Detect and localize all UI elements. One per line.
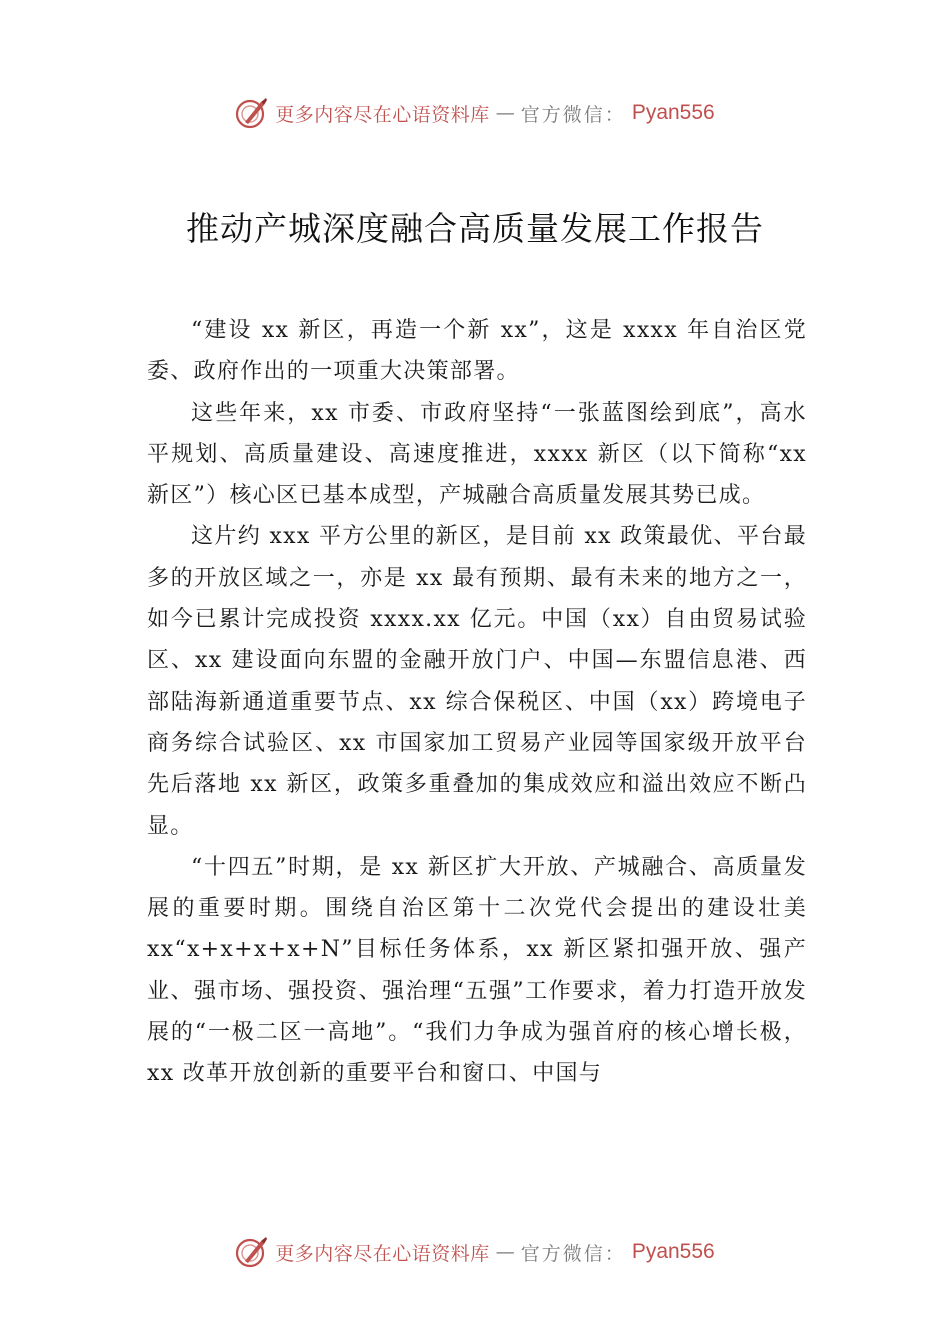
watermark-wechat-label: 官方微信： xyxy=(520,1242,626,1265)
quill-pen-logo-icon xyxy=(235,1235,269,1269)
watermark-separator: — xyxy=(495,102,515,124)
quill-pen-logo-icon xyxy=(235,96,269,130)
document-body xyxy=(147,310,807,1095)
watermark-wechat-id: Pyan556 xyxy=(631,101,715,124)
watermark-site-text: 更多内容尽在心语资料库 xyxy=(275,103,490,126)
watermark-wechat-id: Pyan556 xyxy=(631,1240,715,1263)
paragraph: 这些年来，xx 市委、市政府坚持“一张蓝图绘到底”，高水平规划、高质量建设、高速度推进，xxxx 新区（以下简称“xx 新区”）核心区已基本成型，产城融合高质量发展其势已成。 xyxy=(147,400,807,509)
paragraph: “建设 xx 新区，再造一个新 xx”，这是 xxxx 年自治区党委、政府作出的一项重大决策部署。 xyxy=(147,318,807,385)
document-title: 推动产城深度融合高质量发展工作报告 xyxy=(186,209,764,248)
watermark-separator: — xyxy=(495,1241,515,1263)
watermark-site-text: 更多内容尽在心语资料库 xyxy=(275,1242,490,1265)
paragraph: 这片约 xxx 平方公里的新区，是目前 xx 政策最优、平台最多的开放区域之一，亦是 xx 最有预期、最有未来的地方之一，如今已累计完成投资 xxxx.xx 亿元。中国（xx）自由贸易试验区、xx 建设面向东盟的金融开放门户、中国—东盟信息港、西部陆海新通道重要节点、xx 综合保税区、中国（xx）跨境电子商务综合试验区、xx 市国家加工贸易产业园等国家级开放平台先后落地 xx 新区，政策多重叠加的集成效应和溢出效应不断凸显。 xyxy=(147,524,807,839)
footer-watermark xyxy=(0,1232,950,1272)
header-watermark xyxy=(0,93,950,133)
watermark-wechat-label: 官方微信： xyxy=(520,103,626,126)
paragraph: “十四五”时期，是 xx 新区扩大开放、产城融合、高质量发展的重要时期。围绕自治区第十二次党代会提出的建设壮美 xx“x+x+x+x+N”目标任务体系，xx 新区紧扣强开放、强产业、强市场、强投资、强治理“五强”工作要求，着力打造开放发展的“一极二区一高地”。“我们力争成为强首府的核心增长极，xx 改革开放创新的重要平台和窗口、中国与 xyxy=(147,854,807,1087)
